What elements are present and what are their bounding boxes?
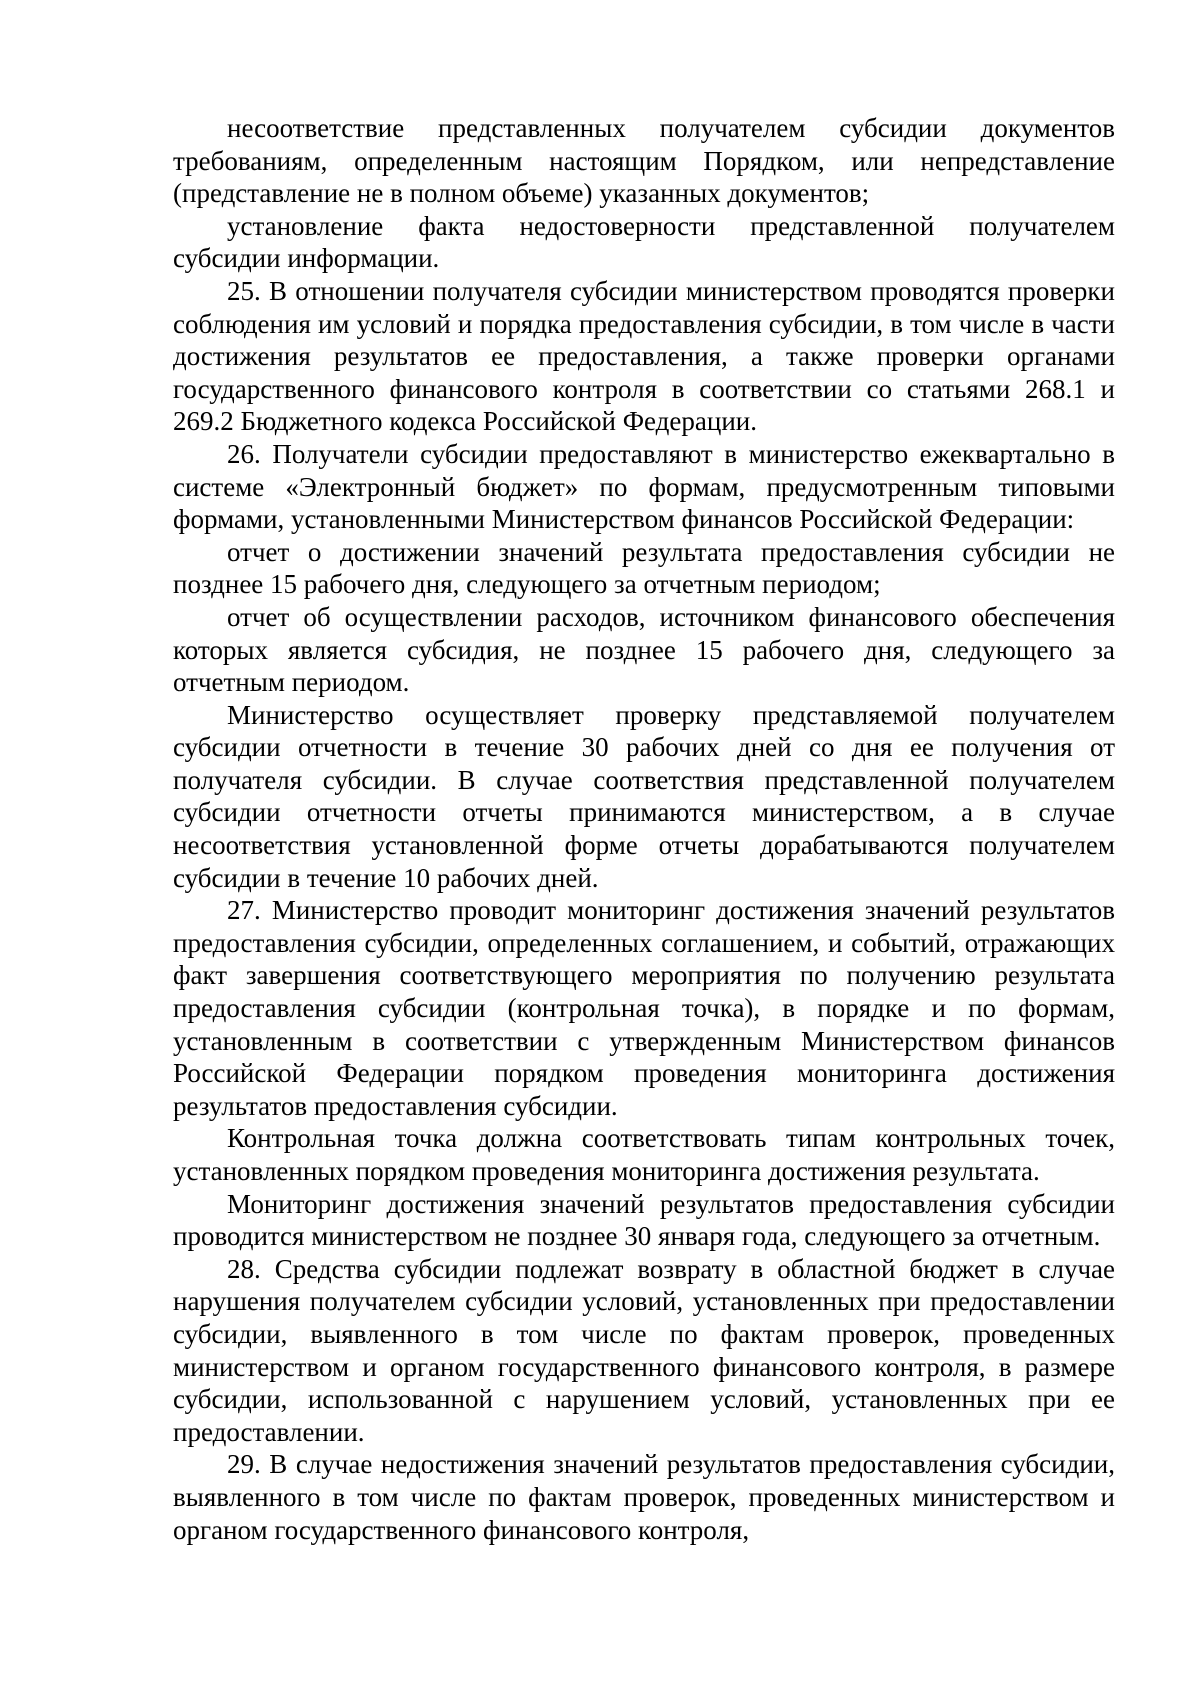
paragraph-report-review: Министерство осуществляет проверку представляемой получателем субсидии отчетности в течение 30 рабочих дней со дня ее получения от получателя субсидии. В случае соответствия представленной получателем субсидии отчетности отчеты принимаются министерством, а в случае несоответствия установленной форме отчеты дорабатываются получателем субсидии в течение 10 рабочих дней.: [173, 699, 1115, 893]
paragraph-clause-28: 28. Средства субсидии подлежат возврату в областной бюджет в случае нарушения получателем субсидии условий, установленных при предоставлении субсидии, выявленного в том числе по фактам проверок, проведенных министерством и органом государственного финансового контроля, в размере субсидии, использованной с нарушением условий, установленных при ее предоставлении.: [173, 1253, 1115, 1447]
document-page: [173, 112, 1115, 1546]
paragraph-results-report: отчет о достижении значений результата предоставления субсидии не позднее 15 рабочего дня, следующего за отчетным периодом;: [173, 536, 1115, 600]
paragraph-clause-26: 26. Получатели субсидии предоставляют в министерство ежеквартально в системе «Электронный бюджет» по формам, предусмотренным типовыми формами, установленными Министерством финансов Российской Федерации:: [173, 438, 1115, 535]
paragraph-clause-29: 29. В случае недостижения значений результатов предоставления субсидии, выявленного в том числе по фактам проверок, проведенных министерством и органом государственного финансового контроля,: [173, 1449, 1115, 1545]
paragraph-monitoring-deadline: Мониторинг достижения значений результатов предоставления субсидии проводится министерством не позднее 30 января года, следующего за отчетным.: [173, 1188, 1115, 1252]
paragraph-clause-27: 27. Министерство проводит мониторинг достижения значений результатов предоставления субсидии, определенных соглашением, и событий, отражающих факт завершения соответствующего мероприятия по получению результата предоставления субсидии (контрольная точка), в порядке и по формам, установленным в соответствии с утвержденным Министерством финансов Российской Федерации порядком проведения мониторинга достижения результатов предоставления субсидии.: [173, 895, 1115, 1121]
paragraph-expenses-report: отчет об осуществлении расходов, источником финансового обеспечения которых является субсидия, не позднее 15 рабочего дня, следующего за отчетным периодом.: [173, 601, 1115, 698]
paragraph-false-information: установление факта недостоверности представленной получателем субсидии информации.: [173, 210, 1115, 274]
paragraph-clause-25: 25. В отношении получателя субсидии министерством проводятся проверки соблюдения им условий и порядка предоставления субсидии, в том числе в части достижения результатов ее предоставления, а также проверки органами государственного финансового контроля в соответствии со статьями 268.1 и 269.2 Бюджетного кодекса Российской Федерации.: [173, 275, 1115, 437]
paragraph-control-point: Контрольная точка должна соответствовать типам контрольных точек, установленных порядком проведения мониторинга достижения результата.: [173, 1123, 1115, 1186]
paragraph-document-mismatch: несоответствие представленных получателем субсидии документов требованиям, определенным настоящим Порядком, или непредставление (представление не в полном объеме) указанных документов;: [173, 113, 1115, 209]
